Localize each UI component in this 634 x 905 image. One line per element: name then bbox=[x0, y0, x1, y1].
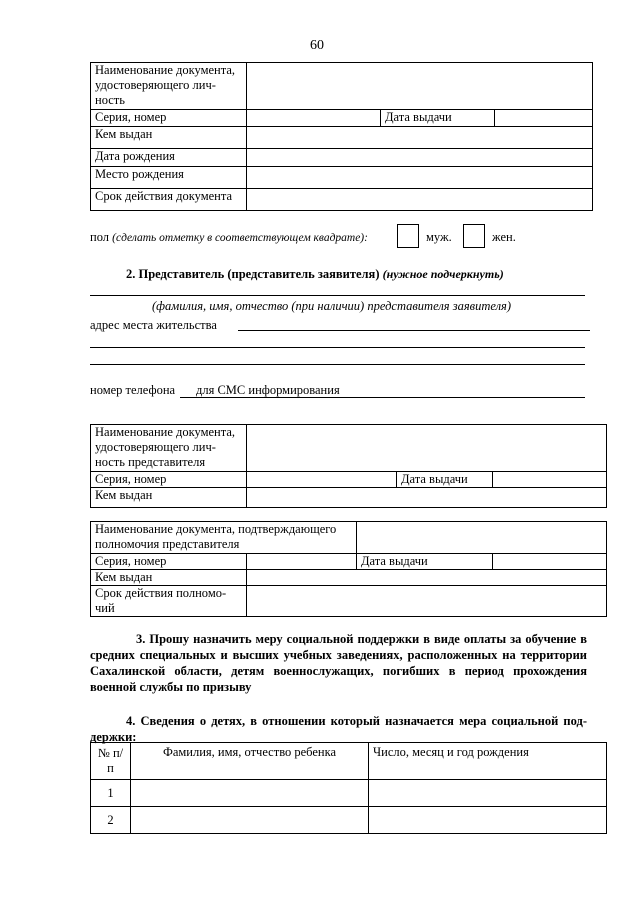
auth-series-number-field[interactable] bbox=[247, 554, 357, 570]
issued-by-label: Кем выдан bbox=[91, 127, 247, 149]
rep-series-number-label: Серия, номер bbox=[91, 472, 247, 488]
section-2-heading bbox=[126, 267, 504, 282]
table-row bbox=[91, 780, 607, 807]
female-label: жен. bbox=[492, 230, 516, 244]
address-line-1[interactable] bbox=[238, 330, 590, 331]
validity-label: Срок действия документа bbox=[91, 189, 247, 211]
row-number: 2 bbox=[91, 807, 131, 834]
address-label: адрес места жительства bbox=[90, 318, 217, 332]
address-line-2[interactable] bbox=[90, 347, 585, 348]
col-fio-header: Фамилия, имя, отчество ребенка bbox=[131, 743, 369, 780]
section-2-title: 2. Представитель (представитель заявителя) bbox=[126, 267, 380, 281]
section-3-request-text: 3. Прошу назначить меру социальной поддержки в виде оплаты за обучение в средних специальных и высших учебных заведениях, расположенных на территории Сахалинской области, детям военнослужащих, погибших в период прохождения военной службы по призыву bbox=[90, 632, 587, 694]
issued-by-field[interactable] bbox=[247, 127, 593, 149]
auth-issued-by-label: Кем выдан bbox=[91, 570, 247, 586]
rep-series-number-field[interactable] bbox=[247, 472, 397, 488]
table-row bbox=[91, 807, 607, 834]
doc-name-label: Наименование документа, удостоверяющего лич-ность bbox=[91, 63, 247, 110]
representative-document-table bbox=[90, 424, 607, 508]
doc-name-field[interactable] bbox=[247, 63, 593, 110]
phone-label: номер телефона bbox=[90, 383, 176, 397]
birth-place-label: Место рождения bbox=[91, 167, 247, 189]
validity-field[interactable] bbox=[247, 189, 593, 211]
series-number-field[interactable] bbox=[247, 110, 381, 127]
birth-date-field[interactable] bbox=[247, 149, 593, 167]
rep-issued-by-label: Кем выдан bbox=[91, 488, 247, 508]
identity-document-table bbox=[90, 62, 593, 211]
section-4-title: 4. Сведения о детях, в отношении который назначается мера социальной под-держки: bbox=[90, 714, 587, 744]
gender-label: пол bbox=[90, 230, 110, 244]
birth-date-label: Дата рождения bbox=[91, 149, 247, 167]
rep-doc-name-field[interactable] bbox=[247, 425, 607, 472]
auth-issued-by-field[interactable] bbox=[247, 570, 607, 586]
male-label: муж. bbox=[426, 230, 452, 244]
section-2-hint: (нужное подчеркнуть) bbox=[382, 267, 504, 281]
rep-issued-by-field[interactable] bbox=[247, 488, 607, 508]
auth-doc-name-field[interactable] bbox=[357, 522, 607, 554]
rep-doc-name-label: Наименование документа, удостоверяющего лич-ность представителя bbox=[91, 425, 247, 472]
auth-doc-name-label: Наименование документа, подтверждающего полномочия представителя bbox=[91, 522, 357, 554]
sms-label: для СМС информирования bbox=[196, 383, 340, 397]
female-checkbox[interactable] bbox=[463, 224, 485, 248]
children-table bbox=[90, 742, 607, 834]
child-fio-field[interactable] bbox=[131, 807, 369, 834]
auth-series-number-label: Серия, номер bbox=[91, 554, 247, 570]
representative-fio-caption: (фамилия, имя, отчество (при наличии) представителя заявителя) bbox=[152, 299, 512, 313]
auth-validity-field[interactable] bbox=[247, 586, 607, 617]
address-line-3[interactable] bbox=[90, 364, 585, 365]
series-number-label: Серия, номер bbox=[91, 110, 247, 127]
authority-document-table bbox=[90, 521, 607, 617]
rep-issue-date-field[interactable] bbox=[493, 472, 607, 488]
child-dob-field[interactable] bbox=[369, 780, 607, 807]
issue-date-field[interactable] bbox=[495, 110, 593, 127]
gender-line bbox=[90, 230, 368, 245]
auth-validity-label: Срок действия полномо-чий bbox=[91, 586, 247, 617]
rep-issue-date-label: Дата выдачи bbox=[397, 472, 493, 488]
auth-issue-date-field[interactable] bbox=[493, 554, 607, 570]
page-number: 60 bbox=[310, 38, 324, 53]
auth-issue-date-label: Дата выдачи bbox=[357, 554, 493, 570]
col-dob-header: Число, месяц и год рождения bbox=[369, 743, 607, 780]
phone-line[interactable] bbox=[180, 397, 585, 398]
birth-place-field[interactable] bbox=[247, 167, 593, 189]
row-number: 1 bbox=[91, 780, 131, 807]
child-dob-field[interactable] bbox=[369, 807, 607, 834]
child-fio-field[interactable] bbox=[131, 780, 369, 807]
male-checkbox[interactable] bbox=[397, 224, 419, 248]
gender-hint: (сделать отметку в соответствующем квадрате): bbox=[112, 232, 368, 244]
issue-date-label: Дата выдачи bbox=[381, 110, 495, 127]
representative-fio-line[interactable] bbox=[90, 295, 585, 296]
col-number-header: № п/п bbox=[91, 743, 131, 780]
